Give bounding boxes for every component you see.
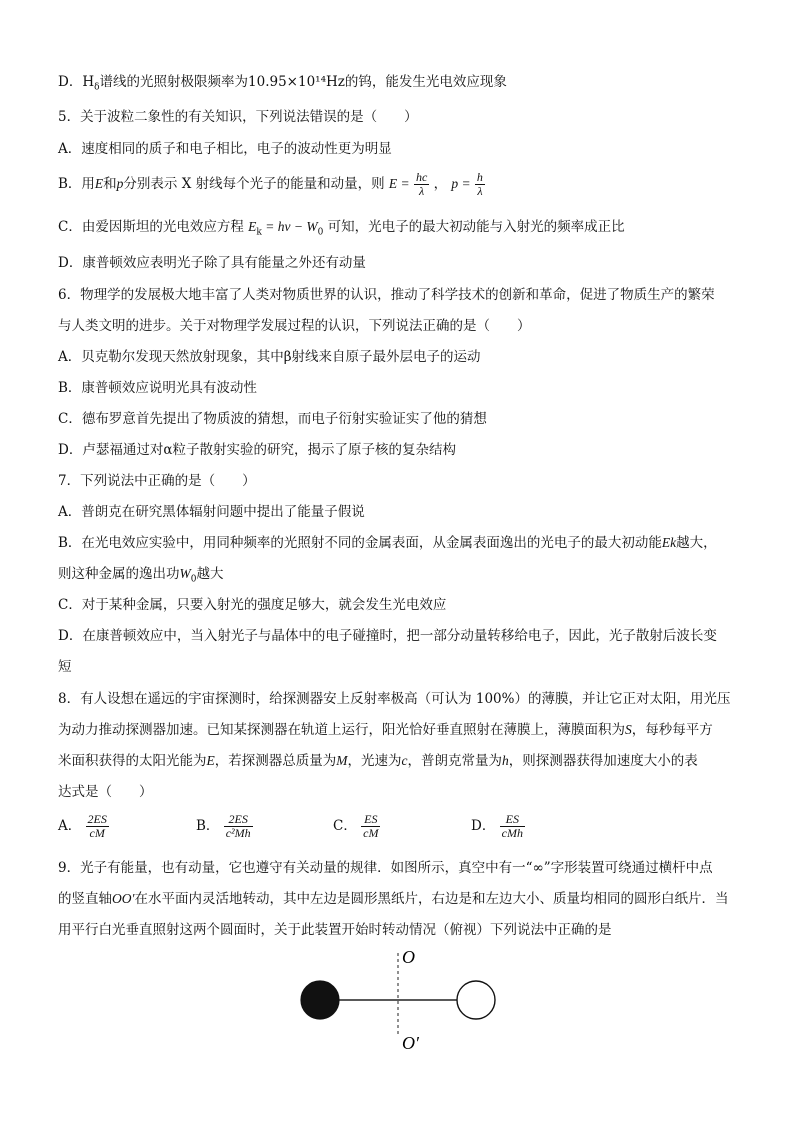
q7-option-d-line2: 短 xyxy=(58,659,72,675)
q5-option-d: D．康普顿效应表明光子除了具有能量之外还有动量 xyxy=(58,255,366,271)
q8-option-d: D． $\frac{ES}{\text{cMh}}$ xyxy=(471,812,523,840)
q9-stem-line1: 9．光子有能量，也有动量，它也遵守有关动量的规律．如图所示，真空中有一“∞”字形装置可绕通过横杆中点 xyxy=(58,860,713,876)
q7-option-c: C．对于某种金属，只要入射光的强度足够大，就会发生光电效应 xyxy=(58,597,447,613)
q6-stem-line1: 6．物理学的发展极大地丰富了人类对物质世界的认识，推动了科学技术的创新和革命，促进了物质生产的繁荣 xyxy=(58,287,715,303)
q8-option-b: B． $\frac{2ES}{\text{c²Mh}}$ xyxy=(196,812,251,840)
fraction-h-over-lambda: $\frac{h}{\lambda}$ xyxy=(476,170,483,198)
q8-option-a: A． $\frac{2ES}{cM}$ xyxy=(58,812,107,840)
q7-option-d-line1: D．在康普顿效应中，当入射光子与晶体中的电子碰撞时，把一部分动量转移给电子，因此，光子散射后波长变 xyxy=(58,628,717,644)
black-paper-disk xyxy=(301,981,339,1019)
axis-label-bottom: O′ xyxy=(402,1033,419,1053)
q6-option-c: C．德布罗意首先提出了物质波的猜想，而电子衍射实验证实了他的猜想 xyxy=(58,411,487,427)
axis-label-top: O xyxy=(402,947,415,967)
q9-stem-line3: 用平行白光垂直照射这两个圆面时，关于此装置开始时转动情况（俯视）下列说法中正确的是 xyxy=(58,922,612,938)
q6-option-d: D．卢瑟福通过对α粒子散射实验的研究，揭示了原子核的复杂结构 xyxy=(58,442,456,458)
q9-stem-line2: 的竖直轴OO′在水平面内灵活地转动，其中左边是圆形黑纸片，右边是和左边大小、质量均相同的圆形白纸片．当 xyxy=(58,891,729,907)
q6-option-b: B．康普顿效应说明光具有波动性 xyxy=(58,380,257,396)
q8-stem-line4: 达式是（ ） xyxy=(58,784,153,800)
q8-option-c: C． $\frac{ES}{cM}$ xyxy=(333,812,379,840)
q4-option-d: D．$H_\delta$谱线的光照射极限频率为10.95×10¹⁴Hz的钨，能发生光电效应现象 xyxy=(58,74,507,93)
q6-stem-line2: 与人类文明的进步。关于对物理学发展过程的认识，下列说法正确的是（ ） xyxy=(58,318,531,334)
q7-option-b-line2: 则这种金属的逸出功$W_0$越大 xyxy=(58,566,224,585)
q8-stem-line2: 为动力推动探测器加速。已知某探测器在轨道上运行，阳光恰好垂直照射在薄膜上，薄膜面积为S，每秒每平方 xyxy=(58,722,713,738)
q5-stem: 5．关于波粒二象性的有关知识，下列说法错误的是（ ） xyxy=(58,109,418,125)
q7-stem: 7．下列说法中正确的是（ ） xyxy=(58,473,256,489)
fraction-hc-over-lambda: $\frac{hc}{\lambda}$ xyxy=(415,170,428,198)
q8-stem-line1: 8．有人设想在遥远的宇宙探测时，给探测器安上反射率极高（可认为 100%）的薄膜，并让它正对太阳，用光压 xyxy=(58,691,731,707)
q5-option-a: A．速度相同的质子和电子相比，电子的波动性更为明显 xyxy=(58,141,392,157)
white-paper-disk xyxy=(457,981,495,1019)
q5-option-b: B．用E和p分别表示 X 射线每个光子的能量和动量，则 E = $\frac{hc}{\lambda}$ ， p = $\frac{h}{\lambda}$ xyxy=(58,170,483,198)
q5-option-c: C．由爱因斯坦的光电效应方程 $E_k = h\nu - W_0$ 可知，光电子的最大初动能与入射光的频率成正比 xyxy=(58,219,625,238)
q8-stem-line3: 米面积获得的太阳光能为E，若探测器总质量为M，光速为c，普朗克常量为h，则探测器获得加速度大小的表 xyxy=(58,753,698,769)
q7-option-b-line1: B．在光电效应实验中，用同种频率的光照射不同的金属表面，从金属表面逸出的光电子的最大初动能Ek越大， xyxy=(58,535,717,551)
rotating-device-figure xyxy=(290,945,510,1055)
q7-option-a: A．普朗克在研究黑体辐射问题中提出了能量子假说 xyxy=(58,504,365,520)
q6-option-a: A．贝克勒尔发现天然放射现象，其中β射线来自原子最外层电子的运动 xyxy=(58,349,481,365)
